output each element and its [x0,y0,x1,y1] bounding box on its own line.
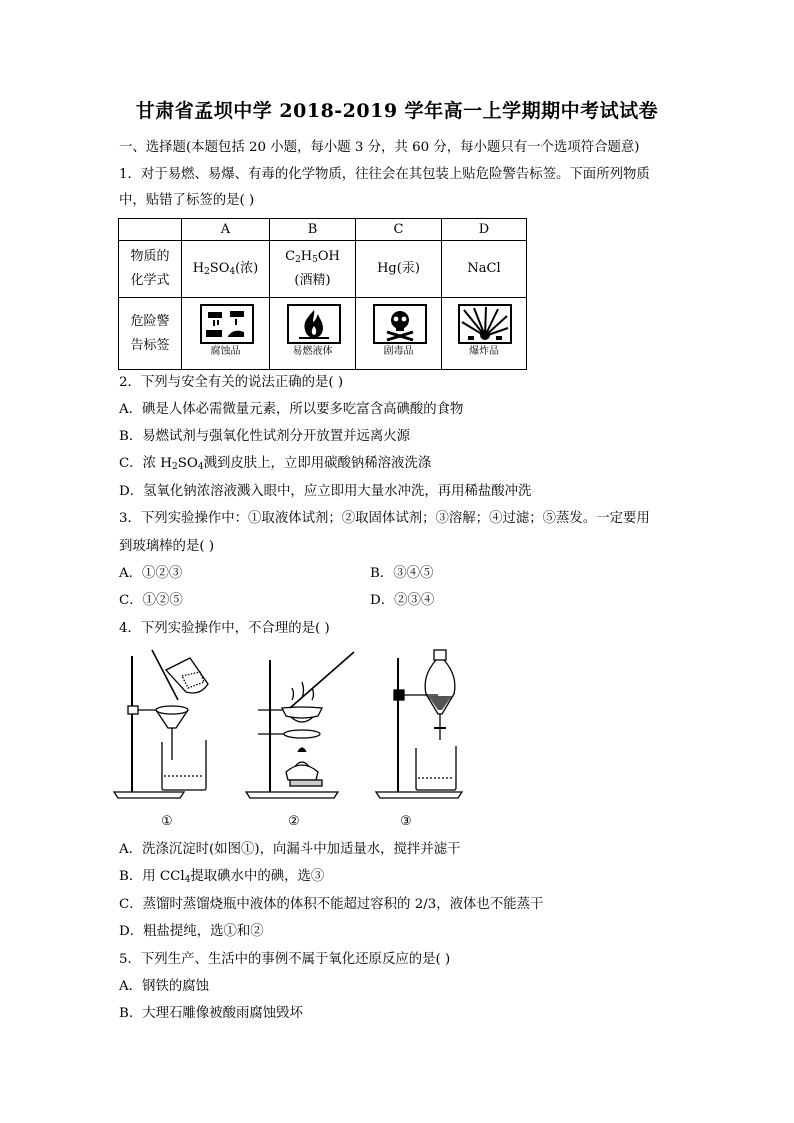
q1-formula-b-sub1: 2 [295,255,301,265]
q1-sign-c-cell [356,298,442,370]
exam-title: 甘肃省孟坝中学 2018-2019 学年高一上学期期中考试试卷 [135,100,659,122]
separatory-funnel-apparatus [376,650,462,798]
flame-icon [287,304,341,344]
q3-option-c: C．①②⑤ [119,593,183,608]
q2-option-b: B．易燃试剂与强氧化性试剂分开放置并远离火源 [119,429,411,444]
q1-formula-b-note: (酒精) [294,273,331,288]
q4-option-b-pre: B．用 CCl [119,869,185,884]
q1-table-header-row [119,219,527,241]
q1-sign-b-cell [270,298,356,370]
explosive-caption: 爆炸品 [469,346,499,357]
q2-option-c-pre: C．浓 H [119,456,172,471]
q2-option-c-mid: SO [177,456,198,471]
q1-table [118,218,527,370]
explosive-sign [458,304,510,358]
filtration-apparatus [114,650,208,798]
q1-formula-b-mid: H [300,249,313,264]
section-header: 一、选择题(本题包括 20 小题，每小题 3 分，共 60 分，每小题只有一个选项符合题意) [119,140,640,155]
q1-formula-label-line2: 化学式 [130,273,170,288]
flammable-caption: 易燃液体 [292,346,333,357]
q3-option-b: B．③④⑤ [370,566,434,581]
toxic-caption: 剧毒品 [383,346,414,357]
q3-stem-line2: 到玻璃棒的是( ) [119,539,215,554]
evaporation-apparatus [246,652,354,798]
q1-formula-a-sub1: 2 [204,267,210,277]
q1-table-corner-cell [119,219,182,241]
q1-table-header-b: B [270,219,356,241]
q5-option-b: B．大理石雕像被酸雨腐蚀毁坏 [119,1006,303,1021]
figure-1-label: ① [161,814,173,829]
toxic-sign [373,304,425,358]
q1-table-header-c: C [356,219,442,241]
corrosive-sign [200,304,252,358]
explosion-icon [458,304,512,344]
q2-option-d: D．氢氧化钠浓溶液溅入眼中，应立即用大量水冲洗，再用稀盐酸冲洗 [119,484,532,499]
q2-stem: 2．下列与安全有关的说法正确的是( ) [119,375,344,390]
q1-sign-a-cell [182,298,270,370]
q1-formula-a-post: (浓) [235,261,259,276]
q1-formula-a-pre: H [192,261,205,276]
q2-option-c-post: 溅到皮肤上，立即用碳酸钠稀溶液洗涤 [203,456,432,471]
q1-stem-line2: 中，贴错了标签的是( ) [119,193,255,208]
q1-sign-d-cell [442,298,527,370]
q1-stem-line1: 1．对于易燃、易爆、有毒的化学物质，往往会在其包装上贴危险警告标签。下面所列物质 [119,167,650,182]
q4-option-b [119,869,324,885]
q3-option-d: D．②③④ [370,593,435,608]
q1-formula-b-pre: C [285,249,296,264]
q2-option-c [119,456,431,472]
q3-stem-line1: 3．下列实验操作中：①取液体试剂；②取固体试剂；③溶解；④过滤；⑤蒸发。一定要用 [119,511,650,526]
q1-formula-b-post: OH [317,249,340,264]
q1-formula-label-line1: 物质的 [130,249,170,264]
q2-option-c-sub1: 2 [171,462,178,472]
lab-apparatus-figure [112,648,492,810]
flammable-sign [287,304,339,358]
q3-option-a: A．①②③ [119,566,183,581]
q2-option-a: A．碘是人体必需微量元素，所以要多吃富含高碘酸的食物 [119,402,464,417]
q4-option-b-post: 提取碘水中的碘，选③ [190,869,325,884]
q1-formula-d: NaCl [442,241,527,298]
corrosive-caption: 腐蚀品 [210,346,241,357]
q5-stem: 5．下列生产、生活中的事例不属于氧化还原反应的是( ) [119,952,451,967]
q1-label-label-line1: 危险警 [130,313,170,329]
corrosive-icon [200,304,254,344]
q5-option-a: A．钢铁的腐蚀 [119,979,210,994]
q1-formula-a-sub2: 4 [229,267,236,277]
q1-table-formula-row [119,241,527,298]
q1-formula-a [182,241,270,298]
q4-option-b-sub: 4 [184,875,191,885]
q1-table-formula-label [119,241,182,298]
q1-formula-c: Hg(汞) [356,241,442,298]
q1-formula-a-mid: SO [209,261,230,276]
figure-2-label: ② [288,814,300,829]
skull-crossbones-icon [373,304,427,344]
q1-table-label-row [119,298,527,370]
q4-option-a: A．洗涤沉淀时(如图①)，向漏斗中加适量水，搅拌并滤干 [119,842,461,857]
q1-formula-b [270,241,356,298]
q1-table-header-a: A [182,219,270,241]
q1-table-label-label [119,298,182,370]
q1-table-header-d: D [442,219,527,241]
q1-label-label-line2: 告标签 [130,337,170,353]
q2-option-c-sub2: 4 [197,462,204,472]
q4-option-d: D．粗盐提纯，选①和② [119,924,264,939]
q1-formula-b-sub2: 5 [312,255,318,265]
q4-option-c: C．蒸馏时蒸馏烧瓶中液体的体积不能超过容积的 2/3，液体也不能蒸干 [119,897,544,912]
q4-stem: 4．下列实验操作中，不合理的是( ) [119,621,330,636]
figure-3-label: ③ [400,814,412,829]
